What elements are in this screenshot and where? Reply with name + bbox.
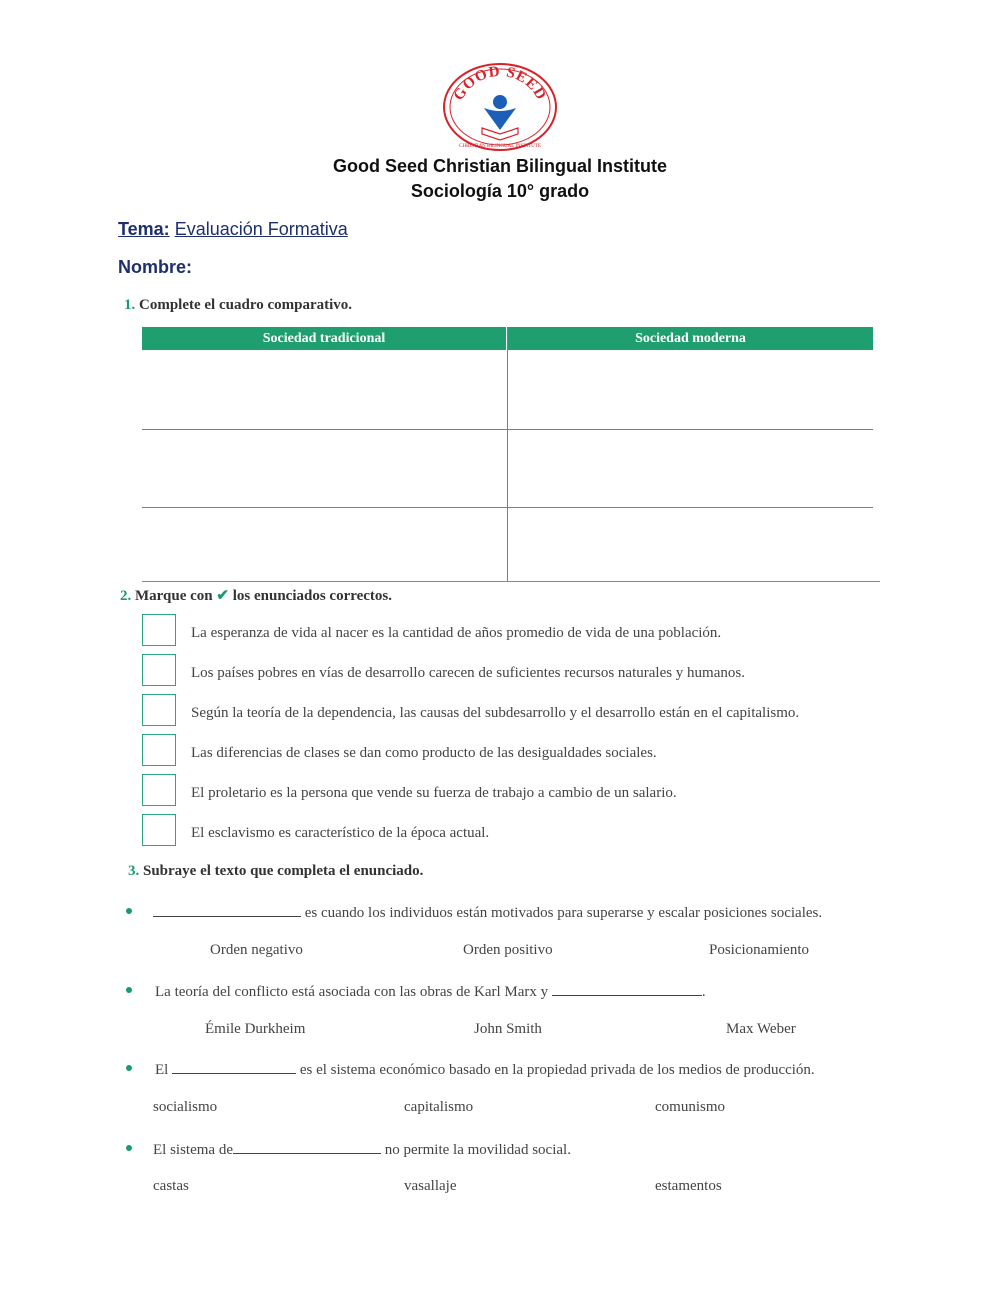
q3-title xyxy=(128,863,423,880)
option-emile-durkheim[interactable]: Émile Durkheim xyxy=(205,1021,306,1037)
answer-blank[interactable] xyxy=(552,981,702,996)
q3-item-2-before: La teoría del conflicto está asociada con las obras de Karl Marx y xyxy=(155,984,549,1000)
table-cell[interactable] xyxy=(142,350,506,428)
table-cell[interactable] xyxy=(508,430,873,506)
statement-checkbox-3[interactable] xyxy=(142,694,176,726)
section-divider xyxy=(142,581,880,582)
bullet-icon xyxy=(126,1065,132,1071)
bullet-icon xyxy=(126,908,132,914)
statement-4: Las diferencias de clases se dan como producto de las desigualdades sociales. xyxy=(191,745,657,761)
tema-line xyxy=(118,219,348,240)
q3-item-3-before: El xyxy=(155,1062,169,1078)
comparison-table xyxy=(142,327,873,582)
statement-3: Según la teoría de la dependencia, las causas del subdesarrollo y el desarrollo están en el capitalismo. xyxy=(191,705,800,721)
q2-number: 2. xyxy=(120,588,132,604)
option-posicionamiento[interactable]: Posicionamiento xyxy=(709,942,809,958)
q3-item-2 xyxy=(155,981,706,1001)
statement-checkbox-2[interactable] xyxy=(142,654,176,686)
table-cell[interactable] xyxy=(142,508,506,581)
q3-number: 3. xyxy=(128,863,140,879)
q1-title-text: Complete el cuadro comparativo. xyxy=(139,297,353,313)
institute-name: Good Seed Christian Bilingual Institute xyxy=(332,156,668,176)
statement-checkbox-5[interactable] xyxy=(142,774,176,806)
option-john-smith[interactable]: John Smith xyxy=(474,1021,542,1037)
q3-item-1-after: es cuando los individuos están motivados para superarse y escalar posiciones sociales. xyxy=(304,905,823,921)
bullet-icon xyxy=(126,1145,132,1151)
q3-item-4-before: El sistema de xyxy=(153,1142,233,1158)
bullet-icon xyxy=(126,987,132,993)
option-capitalismo[interactable]: capitalismo xyxy=(404,1099,474,1115)
statement-checkbox-6[interactable] xyxy=(142,814,176,846)
tema-value: Evaluación Formativa xyxy=(174,219,348,239)
option-orden-negativo[interactable]: Orden negativo xyxy=(210,942,303,958)
table-cell[interactable] xyxy=(508,350,873,428)
option-comunismo[interactable]: comunismo xyxy=(655,1099,725,1115)
table-header-modern: Sociedad moderna xyxy=(508,327,873,350)
statement-2: Los países pobres en vías de desarrollo carecen de suficientes recursos naturales y humanos. xyxy=(191,665,745,681)
option-castas[interactable]: castas xyxy=(153,1178,189,1194)
statement-5: El proletario es la persona que vende su fuerza de trabajo a cambio de un salario. xyxy=(191,785,677,801)
statement-6: El esclavismo es característico de la época actual. xyxy=(191,825,490,841)
option-max-weber[interactable]: Max Weber xyxy=(726,1021,796,1037)
q3-item-3 xyxy=(155,1059,815,1079)
answer-blank[interactable] xyxy=(233,1139,381,1154)
option-vasallaje[interactable]: vasallaje xyxy=(404,1178,457,1194)
option-orden-positivo[interactable]: Orden positivo xyxy=(463,942,553,958)
logo-figure-icon xyxy=(493,95,507,109)
q3-item-2-after: . xyxy=(701,984,706,1000)
statement-1: La esperanza de vida al nacer es la cantidad de años promedio de vida de una población. xyxy=(191,625,722,641)
answer-blank[interactable] xyxy=(172,1059,296,1074)
table-cell[interactable] xyxy=(508,508,873,581)
checkmark-icon: ✔ xyxy=(216,588,229,604)
q3-item-4 xyxy=(153,1139,571,1159)
q1-title xyxy=(124,297,352,314)
q3-item-4-after: no permite la movilidad social. xyxy=(384,1142,571,1158)
option-estamentos[interactable]: estamentos xyxy=(655,1178,722,1194)
logo-top-text: GOOD SEED xyxy=(450,63,550,104)
school-logo xyxy=(440,62,560,154)
q3-item-1 xyxy=(153,902,822,922)
answer-blank[interactable] xyxy=(153,902,301,917)
option-socialismo[interactable]: socialismo xyxy=(153,1099,218,1115)
q1-number: 1. xyxy=(124,297,136,313)
course-name: Sociología 10° grado xyxy=(410,181,590,201)
q2-title-before: Marque con xyxy=(135,588,213,604)
statement-checkbox-1[interactable] xyxy=(142,614,176,646)
q3-item-3-after: es el sistema económico basado en la propiedad privada de los medios de producción. xyxy=(299,1062,815,1078)
table-header-traditional: Sociedad tradicional xyxy=(142,327,506,350)
logo-bottom-text: CHRISTIAN BILINGUAL INSTITUTE xyxy=(459,144,541,149)
q2-title-after: los enunciados correctos. xyxy=(232,588,393,604)
tema-label: Tema: xyxy=(118,219,170,239)
statement-checkbox-4[interactable] xyxy=(142,734,176,766)
table-cell[interactable] xyxy=(142,430,506,506)
nombre-label: Nombre: xyxy=(118,257,193,277)
q2-title xyxy=(120,586,392,605)
q3-title-text: Subraye el texto que completa el enunciado. xyxy=(143,863,424,879)
